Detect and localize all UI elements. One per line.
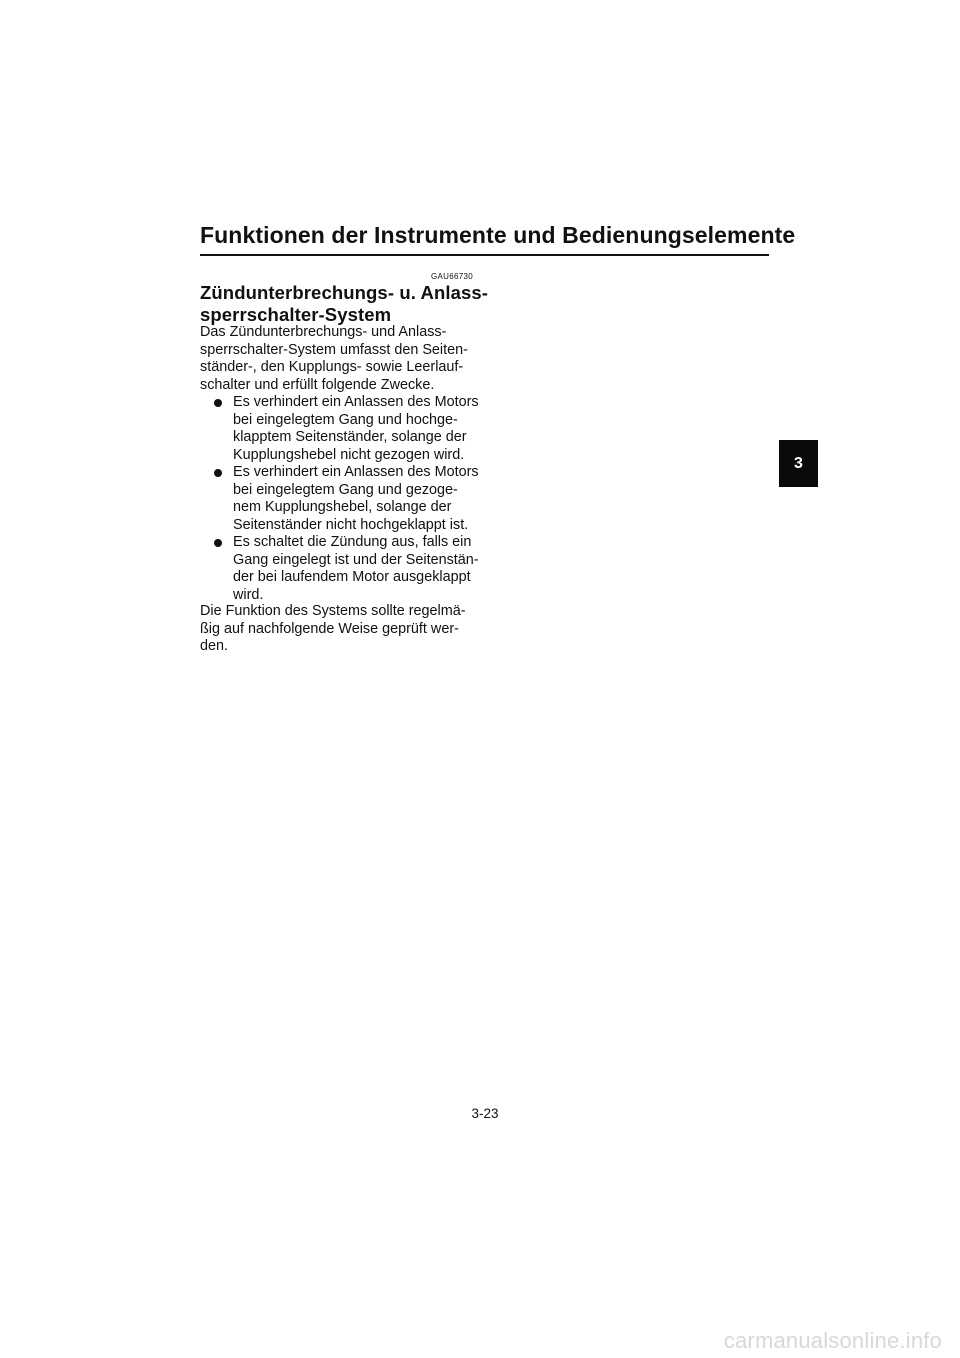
bullet-line: der bei laufendem Motor ausgeklappt <box>233 569 471 585</box>
closing-paragraph <box>200 603 485 656</box>
bullet-dot-icon <box>214 399 222 407</box>
bullet-dot-icon <box>214 469 222 477</box>
bullet-line: nem Kupplungshebel, solange der <box>233 499 452 515</box>
section-reference-code: GAU66730 <box>431 272 473 281</box>
chapter-tab: 3 <box>779 440 818 487</box>
bullet-line: bei eingelegtem Gang und gezoge- <box>233 481 458 498</box>
bullet-item <box>200 394 490 464</box>
intro-line: schalter und erfüllt folgende Zwecke. <box>200 376 435 393</box>
bullet-line: Seitenständer nicht hochgeklappt ist. <box>233 516 469 533</box>
bullet-dot-icon <box>214 539 222 547</box>
intro-paragraph <box>200 324 485 394</box>
closing-line: den. <box>200 638 229 654</box>
section-heading <box>200 282 490 326</box>
bullet-line: Kupplungshebel nicht gezogen wird. <box>233 446 465 463</box>
bullet-list <box>200 394 490 604</box>
section-heading-line: Zündunterbrechungs- u. Anlass- <box>200 282 489 303</box>
bullet-line: Es verhindert ein Anlassen des Motors <box>233 394 479 410</box>
page-number: 3-23 <box>471 1106 499 1121</box>
bullet-line: Es schaltet die Zündung aus, falls ein <box>233 534 472 550</box>
header-divider <box>200 254 769 256</box>
bullet-item <box>200 534 490 604</box>
intro-line: Das Zündunterbrechungs- und Anlass- <box>200 324 447 340</box>
bullet-line: Gang eingelegt ist und der Seitenstän- <box>233 551 479 568</box>
closing-line: Die Funktion des Systems sollte regelmä- <box>200 603 466 619</box>
closing-line: ßig auf nachfolgende Weise geprüft wer- <box>200 620 459 637</box>
bullet-line: wird. <box>233 586 264 603</box>
section-heading-line: sperrschalter-System <box>200 304 392 325</box>
intro-line: sperrschalter-System umfasst den Seiten- <box>200 341 468 358</box>
intro-line: ständer-, den Kupplungs- sowie Leerlauf- <box>200 359 464 375</box>
bullet-line: klapptem Seitenständer, solange der <box>233 429 467 445</box>
bullet-line: bei eingelegtem Gang und hochge- <box>233 411 458 428</box>
page-header-title: Funktionen der Instrumente und Bedienungselemente <box>200 222 796 248</box>
bullet-item <box>200 464 490 534</box>
bullet-line: Es verhindert ein Anlassen des Motors <box>233 464 479 480</box>
site-watermark: carmanualsonline.info <box>723 1328 942 1353</box>
